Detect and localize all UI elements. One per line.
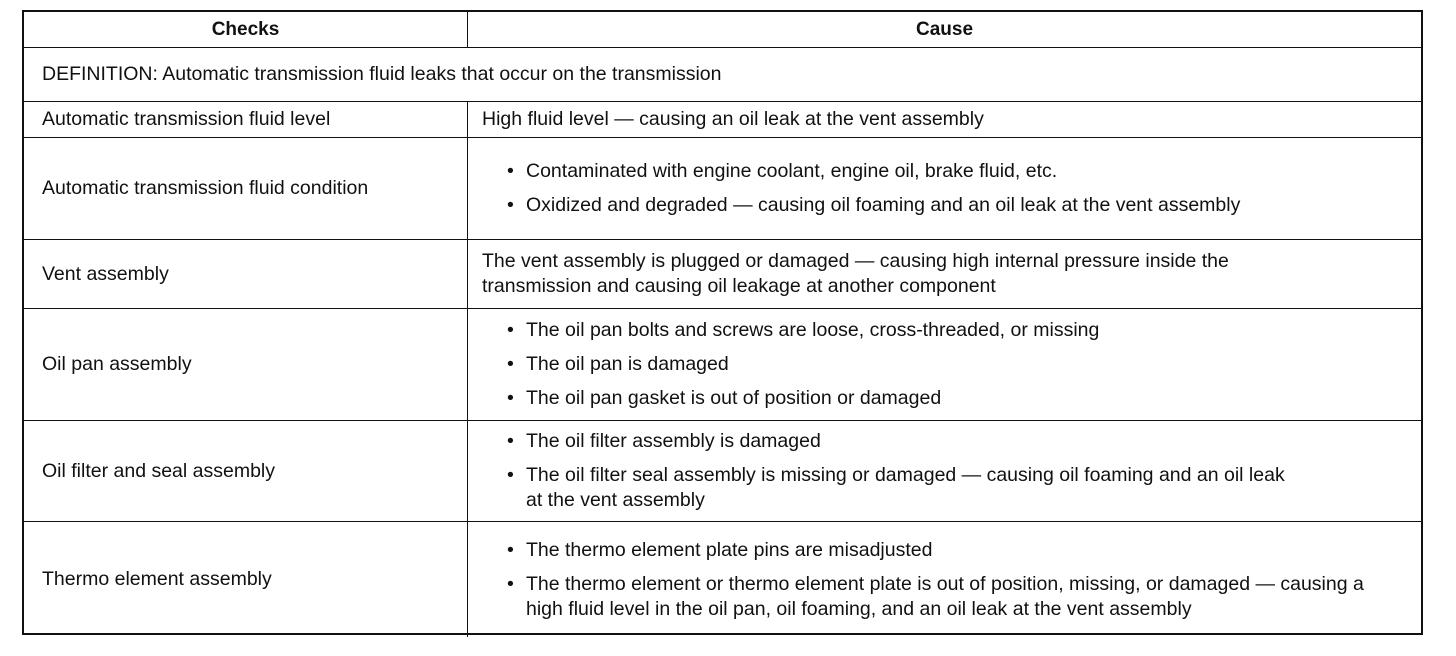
cause-item: • The oil filter assembly is damaged	[482, 429, 1421, 454]
table-row	[24, 421, 1421, 522]
check-label: Automatic transmission fluid condition	[24, 138, 468, 239]
cause-item: • The oil pan gasket is out of position or damaged	[482, 386, 1421, 411]
cause-item: • The thermo element or thermo element plate is out of position, missing, or damaged — causing a high fluid level in the oil pan, oil foaming, and an oil leak at the vent assembly	[482, 572, 1421, 622]
table-header-row	[24, 12, 1421, 48]
cause-list	[482, 157, 1421, 220]
check-label: Vent assembly	[24, 240, 468, 308]
cause-item: • Oxidized and degraded — causing oil foaming and an oil leak at the vent assembly	[482, 193, 1421, 218]
check-label: Automatic transmission fluid level	[24, 102, 468, 137]
table-row	[24, 240, 1421, 309]
definition-row	[24, 48, 1421, 102]
cause-list	[482, 536, 1421, 624]
cause-item: • The oil pan is damaged	[482, 352, 1421, 377]
cause-list	[482, 316, 1421, 413]
check-label: Oil filter and seal assembly	[24, 421, 468, 521]
check-label: Oil pan assembly	[24, 309, 468, 420]
header-cause: Cause	[915, 18, 974, 40]
cause-item: • The oil pan bolts and screws are loose, cross-threaded, or missing	[482, 318, 1421, 343]
cause-list	[482, 427, 1421, 515]
cause-item: • The oil filter seal assembly is missing or damaged — causing oil foaming and an oil leak at the vent assembly	[482, 463, 1421, 513]
cause-text: The vent assembly is plugged or damaged — causing high internal pressure inside the transmission and causing oil leakage at another component	[482, 250, 1229, 297]
diagnostic-table	[22, 10, 1423, 635]
cause-item: • Contaminated with engine coolant, engine oil, brake fluid, etc.	[482, 159, 1421, 184]
table-row	[24, 138, 1421, 240]
cause-item: • The thermo element plate pins are misadjusted	[482, 538, 1421, 563]
table-row	[24, 522, 1421, 637]
cause-text: High fluid level — causing an oil leak at the vent assembly	[482, 108, 984, 130]
header-checks: Checks	[24, 12, 468, 47]
table-row	[24, 102, 1421, 138]
check-label: Thermo element assembly	[24, 522, 468, 637]
table-row	[24, 309, 1421, 421]
definition-text: DEFINITION: Automatic transmission fluid leaks that occur on the transmission	[42, 63, 722, 85]
